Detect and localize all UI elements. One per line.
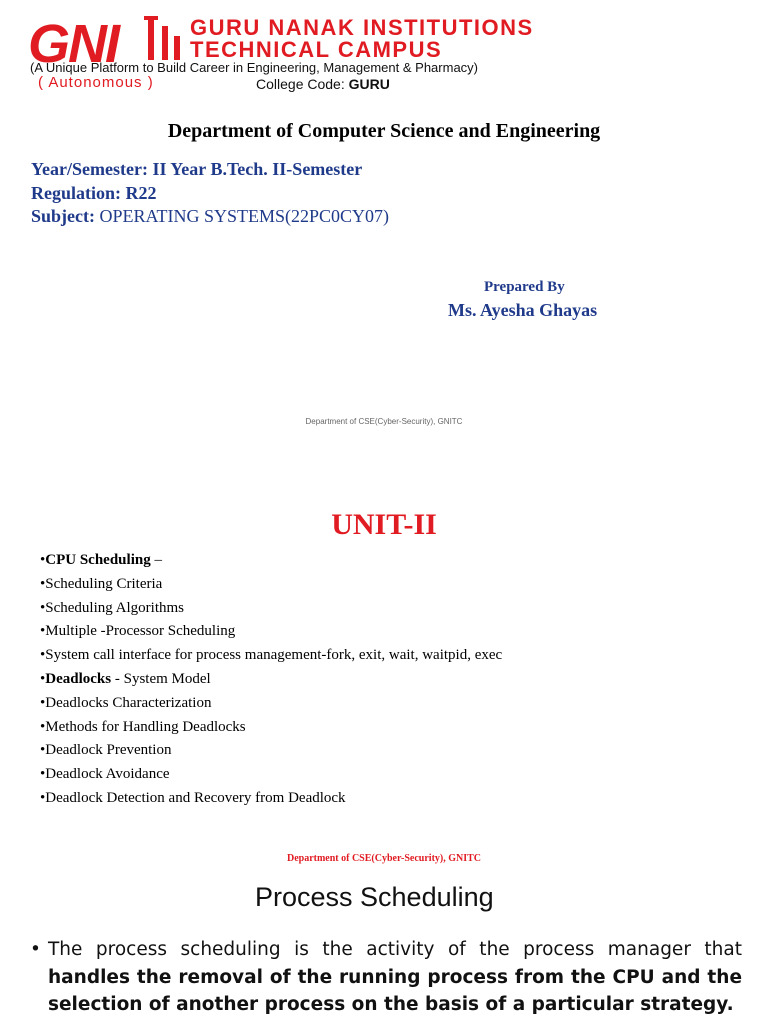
topic-item (40, 669, 502, 693)
topic-item (40, 550, 502, 574)
regulation-label: Regulation: (31, 183, 121, 203)
author-name: Ms. Ayesha Ghayas (448, 300, 598, 320)
paragraph-intro: The process scheduling is the activity of the process manager that (48, 939, 742, 960)
regulation-line (31, 183, 157, 204)
regulation-value: R22 (125, 183, 157, 203)
bullet-icon: • (40, 623, 46, 640)
autonomous-status: ( Autonomous ) (38, 74, 154, 91)
topic-text: Scheduling Criteria (45, 575, 163, 592)
subject-line (31, 206, 389, 227)
slide-footer: Department of CSE(Cyber-Security), GNITC (305, 417, 463, 426)
institution-name-line2: TECHNICAL CAMPUS (190, 37, 443, 62)
logo-mark: GNI (28, 14, 119, 74)
topic-item (40, 717, 502, 741)
paragraph-text (48, 936, 742, 1019)
bullet-icon: • (40, 552, 46, 568)
topic-item (40, 693, 502, 717)
institution-name-line1: GURU NANAK INSTITUTIONS (190, 15, 534, 40)
topic-text: Multiple -Processor Scheduling (45, 623, 236, 640)
topic-list (40, 550, 502, 812)
bullet-icon: • (40, 575, 46, 592)
topic-text: Scheduling Algorithms (45, 599, 185, 616)
topic-text: – (150, 552, 162, 568)
bullet-icon: • (30, 939, 41, 960)
topic-item (40, 788, 502, 812)
topic-text: Deadlocks Characterization (45, 694, 212, 711)
paragraph-bold: handles the removal of the running process from the CPU and the selection of another process on the basis of a particular strategy. (48, 966, 742, 1015)
topic-text: System call interface for process management-fork, exit, wait, waitpid, exec (45, 647, 503, 664)
topic-heading: CPU Scheduling (45, 552, 151, 568)
topic-text: Methods for Handling Deadlocks (45, 718, 246, 735)
topic-text: Deadlock Detection and Recovery from Deadlock (45, 789, 346, 806)
subject-value: OPERATING SYSTEMS(22PC0CY07) (99, 206, 390, 226)
process-scheduling-paragraph (30, 936, 742, 1019)
logo-tower-icon (140, 12, 190, 64)
prepared-by-label: Prepared By (484, 279, 565, 295)
bullet-icon: • (40, 670, 46, 687)
department-title: Department of Computer Science and Engineering (167, 120, 601, 142)
topic-heading: Deadlocks (45, 670, 112, 687)
topic-item (40, 598, 502, 622)
bullet-icon: • (40, 718, 46, 735)
topic-item (40, 740, 502, 764)
topic-item (40, 621, 502, 645)
bullet-icon: • (40, 789, 46, 806)
slide-footer-red: Department of CSE(Cyber-Security), GNITC (286, 853, 482, 864)
year-semester-value: II Year B.Tech. II-Semester (152, 159, 363, 179)
topic-item (40, 645, 502, 669)
year-semester-label: Year/Semester: (31, 159, 148, 179)
college-code (256, 75, 390, 93)
topic-item (40, 574, 502, 598)
bullet-icon: • (40, 647, 46, 664)
bullet-icon: • (40, 599, 46, 616)
topic-text: Deadlock Prevention (45, 742, 172, 759)
unit-title: UNIT-II (331, 508, 437, 541)
topic-text: Deadlock Avoidance (45, 766, 170, 783)
topic-text: - System Model (111, 670, 211, 687)
college-code-label: College Code: (256, 76, 345, 92)
college-code-value: GURU (348, 76, 390, 92)
institution-tagline: (A Unique Platform to Build Career in Engineering, Management & Pharmacy) (30, 60, 478, 75)
bullet-icon: • (40, 694, 46, 711)
process-scheduling-title: Process Scheduling (255, 882, 494, 912)
topic-item (40, 764, 502, 788)
subject-label: Subject: (31, 206, 95, 226)
year-semester-line (31, 159, 362, 180)
bullet-icon: • (40, 766, 46, 783)
bullet-icon: • (40, 742, 46, 759)
